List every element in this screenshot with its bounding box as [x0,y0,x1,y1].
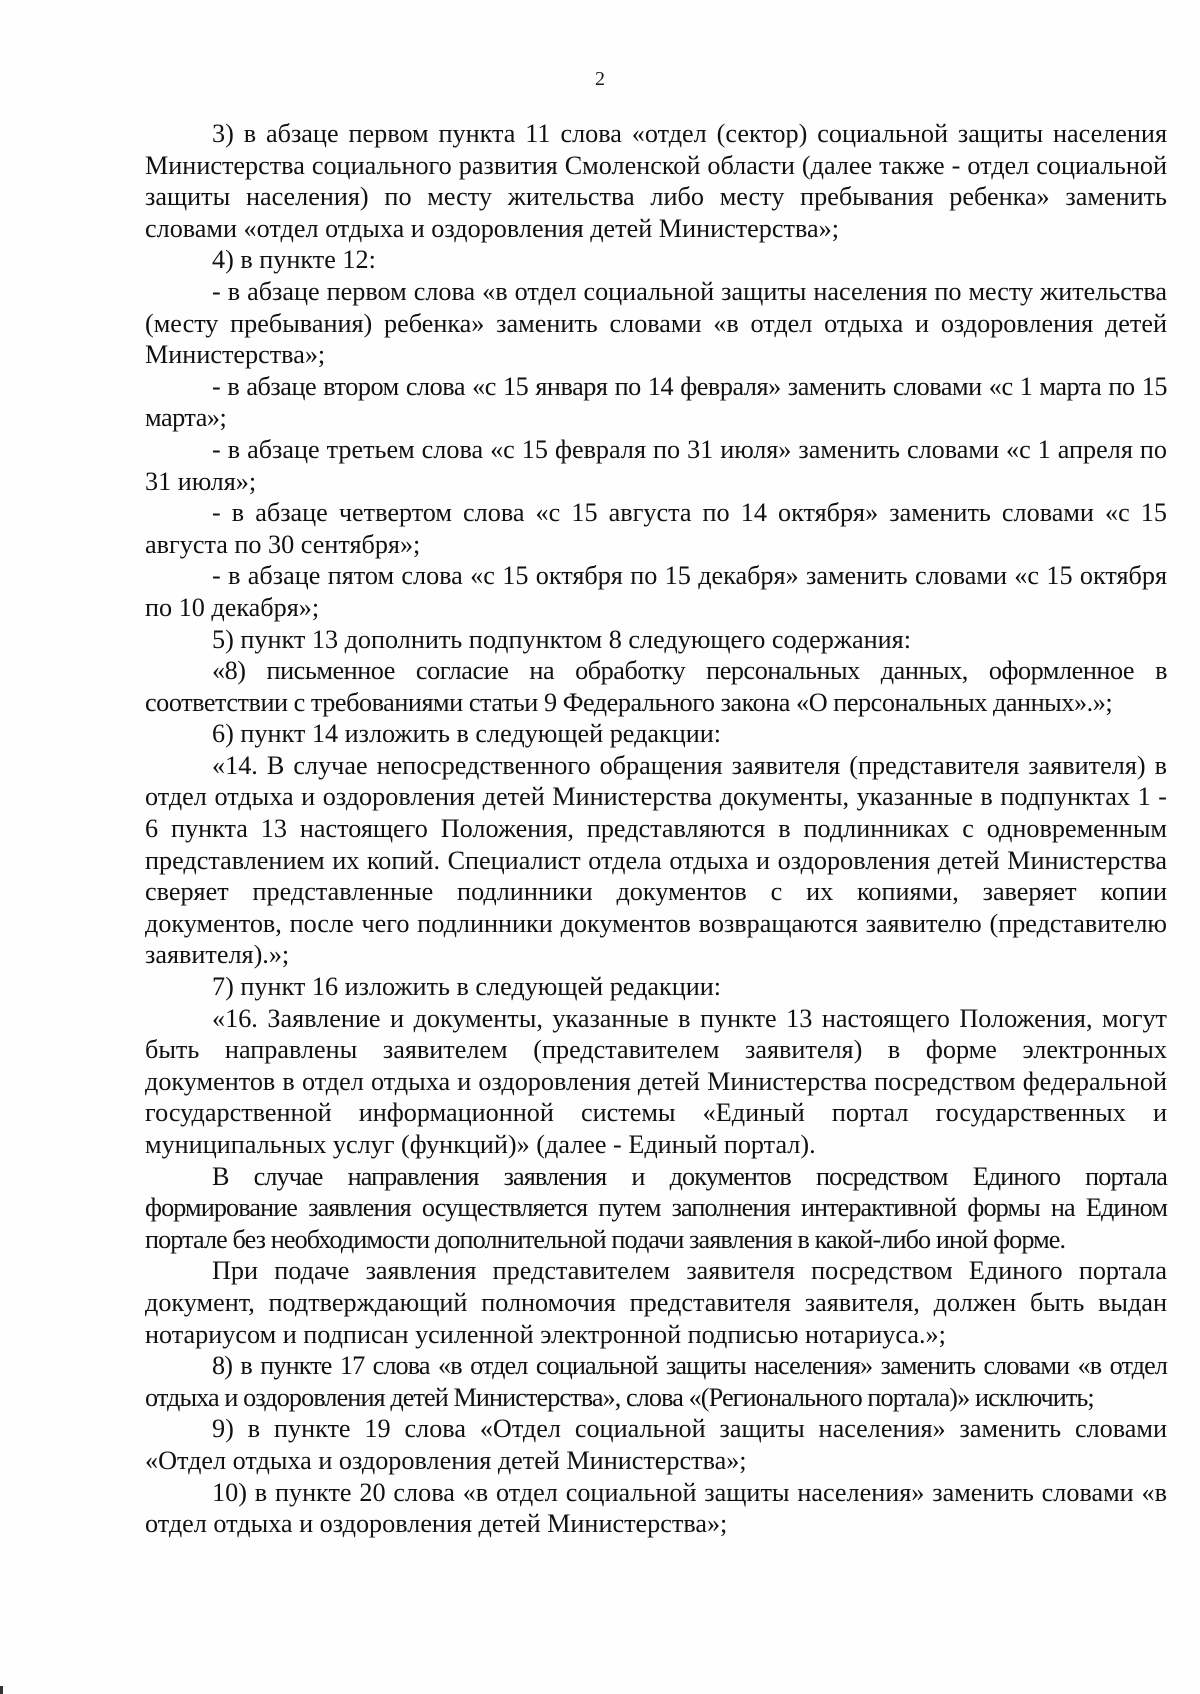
paragraph-item-3: 3) в абзаце первом пункта 11 слова «отдел (сектор) социальной защиты населения Министерства социального развития Смоленской области (далее также - отдел социальной защиты населения) по месту жительства либо месту пребывания ребенка» заменить словами «отдел отдыха и оздоровления детей Министерства»; [145,119,1167,243]
paragraph-item-4-c: - в абзаце третьем слова «с 15 февраля по 31 июля» заменить словами «с 1 апреля по 31 июля»; [145,434,1167,496]
paragraph-item-4-e: - в абзаце пятом слова «с 15 октября по 15 декабря» заменить словами «с 15 октября по 10 декабря»; [145,561,1167,622]
paragraph-item-5-a: «8) письменное согласие на обработку персональных данных, оформленное в соответствии с требованиями статьи 9 Федерального закона «О персональных данных».»; [145,656,1167,717]
paragraph-item-4: 4) в пункте 12: [212,245,376,275]
paragraph-item-4-d: - в абзаце четвертом слова «с 15 августа по 14 октября» заменить словами «с 15 августа по 30 сентября»; [145,498,1167,559]
scan-edge-mark [0,1686,3,1694]
document-body [145,118,1167,1540]
paragraph-item-6-a: «14. В случае непосредственного обращения заявителя (представителя заявителя) в отдел отдыха и оздоровления детей Министерства документы, указанные в подпунктах 1 - 6 пункта 13 настоящего Положения, представляются в подлинниках с одновременным представлением их копий. Специалист отдела отдыха и оздоровления детей Министерства сверяет представленные подлинники документов с их копиями, заверяет копии документов, после чего подлинники документов возвращаются заявителю (представителю заявителя).»; [145,750,1167,970]
paragraph-item-5: 5) пункт 13 дополнить подпунктом 8 следующего содержания: [212,624,911,654]
paragraph-item-7-c: При подаче заявления представителем заявителя посредством Единого портала документ, подтверждающий полномочия представителя заявителя, должен быть выдан нотариусом и подписан усиленной электронной подписью нотариуса.»; [145,1256,1167,1349]
paragraph-item-7-b: В случае направления заявления и документов посредством Единого портала формирование заявления осуществляется путем заполнения интерактивной формы на Едином портале без необходимости дополнительной подачи заявления в какой-либо иной форме. [145,1161,1167,1254]
paragraph-item-6: 6) пункт 14 изложить в следующей редакции: [212,719,722,749]
paragraph-item-4-b: - в абзаце втором слова «с 15 января по 14 февраля» заменить словами «с 1 марта по 15 марта»; [145,371,1167,433]
paragraph-item-8: 8) в пункте 17 слова «в отдел социальной защиты населения» заменить словами «в отдел отдыха и оздоровления детей Министерства», слова «(Регионального портала)» исключить; [145,1351,1167,1412]
page-number: 2 [595,68,605,90]
paragraph-item-9: 9) в пункте 19 слова «Отдел социальной защиты населения» заменить словами «Отдел отдыха и оздоровления детей Министерства»; [145,1414,1167,1475]
paragraph-item-4-a: - в абзаце первом слова «в отдел социальной защиты населения по месту жительства (месту пребывания) ребенка» заменить словами «в отдел отдыха и оздоровления детей Министерства»; [145,276,1167,370]
paragraph-item-7-a: «16. Заявление и документы, указанные в пункте 13 настоящего Положения, могут быть направлены заявителем (представителем заявителя) в форме электронных документов в отдел отдыха и оздоровления детей Министерства посредством федеральной государственной информационной системы «Единый портал государственных и муниципальных услуг (функций)» (далее - Единый портал). [145,1003,1167,1159]
paragraph-item-7: 7) пункт 16 изложить в следующей редакции: [212,972,722,1002]
paragraph-item-10: 10) в пункте 20 слова «в отдел социальной защиты населения» заменить словами «в отдел отдыха и оздоровления детей Министерства»; [145,1477,1167,1539]
